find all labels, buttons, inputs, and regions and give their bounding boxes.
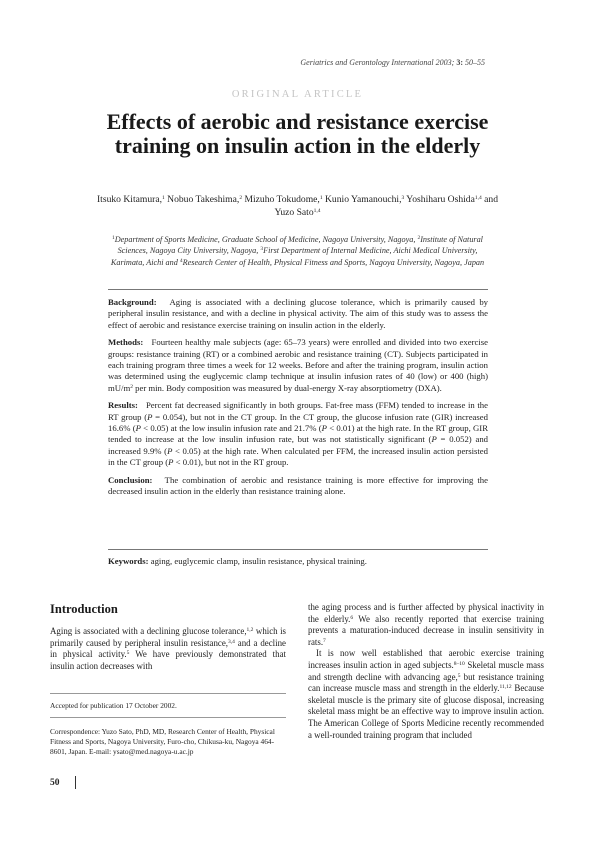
journal-pages: 50–55 (465, 58, 485, 67)
abstract-methods-text: Fourteen healthy male subjects (age: 65–73 years) were enrolled and divided into two exercise groups: resistance training (RT) or a combined aerobic and resistance training (CT). Subjects participated in each training program three times a week for 12 weeks. Before and after the training program, insulin action was determined using the euglycemic clamp technique at insulin infusion rates of 40 (low) or 400 (high) mU/m (108, 337, 489, 393)
introduction-heading: Introduction (50, 602, 118, 616)
journal-name-year: Geriatrics and Gerontology International 2003; (300, 58, 455, 67)
abstract-results-text: < 0.05) at the high rate. When calculated per FFM, the increased insulin action persisted in the CT group ( (108, 445, 488, 468)
author-name: Kunio Yamanouchi, (325, 194, 402, 205)
affiliation-marker: 1 (112, 235, 115, 241)
keywords-label: Keywords: (108, 556, 149, 566)
abstract-top-rule (108, 289, 488, 290)
abstract-background (108, 297, 488, 331)
correspondence-note: Correspondence: Yuzo Sato, PhD, MD, Research Center of Health, Physical Fitness and Sports, Nagoya University, Furo-cho, Chikusa-ku, Nagoya 464-8601, Japan. E-mail: ysato@med.nagoya-u.ac.jp (50, 727, 275, 756)
author-name: Yuzo Sato (274, 206, 314, 218)
p-value-symbol: P (168, 457, 174, 468)
citation-marker: 3,4 (227, 638, 235, 645)
author-name: Yoshiharu Oshida (406, 194, 475, 205)
body-text: We also recently reported that exercise training prevents a maturation-induced decrease in insulin sensitivity in rats. (308, 613, 544, 647)
abstract-conclusion (108, 475, 488, 498)
citation-marker: 5 (126, 650, 130, 657)
right-column (308, 602, 544, 741)
body-text: but resistance training can increase muscle mass and strength in the elderly. (308, 671, 544, 694)
abstract-results-text: < 0.01), but not in the RT group. (173, 457, 289, 468)
author-affiliation-marker: 2 (239, 195, 243, 201)
footnote-rule (50, 693, 286, 694)
page-number: 50 (50, 778, 60, 788)
body-text: We have previously demonstrated that insulin action decreases with (50, 649, 286, 671)
citation-marker: 11,12 (499, 684, 512, 691)
body-text: It is now well established that aerobic exercise training increases insulin action in aged subjects. (308, 648, 544, 670)
p-value-symbol: P (167, 445, 173, 456)
affiliation-marker: 2 (417, 235, 421, 241)
abstract-results-text: < 0.05) at the low insulin infusion rate and 21.7% ( (140, 423, 322, 434)
abstract-results-text: = 0.052) and increased 9.9% ( (108, 434, 489, 456)
p-value-symbol: P (321, 423, 327, 434)
author-affiliation-marker: 1 (319, 195, 323, 201)
abstract-bottom-rule (108, 549, 488, 550)
article-title: Effects of aerobic and resistance exercise training on insulin action in the elderly (106, 109, 489, 158)
affiliation-text: Department of Sports Medicine, Graduate School of Medicine, Nagoya University, Nagoya, (114, 235, 418, 244)
abstract-methods-text: per min. Body composition was measured by dual-energy X-ray absorptiometry (DXA). (132, 382, 442, 393)
author-name: Mizuho Tokudome, (244, 194, 320, 205)
accepted-note: Accepted for publication 17 October 2002. (50, 701, 177, 710)
body-text: and a decline in physical activity. (50, 637, 286, 660)
author-list (95, 194, 500, 219)
author-separator: and (481, 194, 499, 205)
affiliation-marker: 4 (179, 257, 183, 264)
keywords (108, 556, 488, 567)
p-value-symbol: P (431, 434, 437, 445)
author-affiliation-marker: 3 (401, 195, 405, 201)
author-affiliation-marker: 1,4 (313, 207, 321, 214)
introduction-paragraph (50, 626, 286, 672)
affiliation-text: Institute of Natural Sciences, Nagoya City University, Nagoya, (117, 235, 483, 256)
abstract-background-label: Background: (108, 297, 157, 307)
citation-marker: 6 (350, 614, 354, 621)
affiliation-text: First Department of Internal Medicine, Aichi Medical University, Karimata, Aichi and (110, 246, 478, 267)
affiliation-marker: 3 (260, 246, 264, 253)
page-number-divider (75, 776, 76, 789)
author-affiliation-marker: 1,4 (474, 195, 482, 201)
body-paragraph (308, 648, 544, 741)
article-type-label: ORIGINAL ARTICLE (231, 89, 364, 100)
abstract-results-text: Percent fat decreased significantly in both groups. Fat-free mass (FFM) tended to increase in the RT group ( (108, 400, 489, 422)
abstract (108, 297, 488, 504)
left-column (50, 602, 286, 672)
journal-volume: 3: (456, 58, 463, 67)
author-affiliation-marker: 1 (161, 195, 165, 201)
abstract-conclusion-text: The combination of aerobic and resistance training is more effective for improving the decreased insulin action in the elderly than resistance training alone. (108, 474, 489, 497)
body-text: the aging process and is further affected by physical inactivity in the elderly. (308, 602, 544, 624)
abstract-results-text: < 0.01) at the high rate. In the RT group, GIR tended to increase at the low insulin infusion rate, but was not statistically significant ( (108, 423, 488, 445)
affiliation-text: Research Center of Health, Physical Fitness and Sports, Nagoya University, Nagoya, Japan (182, 257, 485, 267)
abstract-background-text: Aging is associated with a declining glucose tolerance, which is primarily caused by peripheral insulin resistance, and with a decline in physical activity. The aim of this study was to assess the effect of aerobic and resistance exercise training on insulin action in the elderly. (108, 297, 489, 330)
citation-marker: 1,2 (246, 627, 254, 633)
affiliation-list (100, 234, 495, 268)
body-text: which is primarily caused by peripheral insulin resistance, (50, 626, 286, 648)
p-value-symbol: P (135, 423, 141, 434)
body-text: Skeletal muscle mass and strength decline with advancing age, (308, 659, 544, 682)
citation-marker: 5 (457, 672, 461, 679)
abstract-results-label: Results: (108, 400, 138, 411)
citation-marker: 8–10 (453, 660, 465, 667)
abstract-methods (108, 337, 488, 394)
body-text: Because skeletal muscle is the primary site of glucose disposal, increasing skeletal mass might be an effective way to improve insulin action. The American College of Sports Medicine recently recommended a well-rounded training program that included (308, 683, 544, 740)
p-value-symbol: P (147, 411, 153, 422)
body-text: Aging is associated with a declining glucose tolerance, (50, 626, 247, 636)
footnote-rule (50, 717, 286, 718)
abstract-methods-label: Methods: (108, 337, 144, 348)
abstract-results-text: = 0.054), but not in the CT group. In the CT group, the glucose infusion rate (GIR) increased 16.6% ( (108, 411, 488, 434)
journal-citation (300, 58, 485, 67)
abstract-methods-superscript: 2 (130, 383, 133, 390)
abstract-conclusion-label: Conclusion: (108, 474, 153, 485)
author-name: Nobuo Takeshima, (167, 194, 240, 205)
body-paragraph (308, 602, 544, 648)
abstract-results (108, 400, 488, 468)
citation-marker: 7 (323, 637, 326, 644)
keywords-text: aging, euglycemic clamp, insulin resistance, physical training. (150, 556, 367, 566)
author-name: Itsuko Kitamura, (96, 194, 162, 205)
